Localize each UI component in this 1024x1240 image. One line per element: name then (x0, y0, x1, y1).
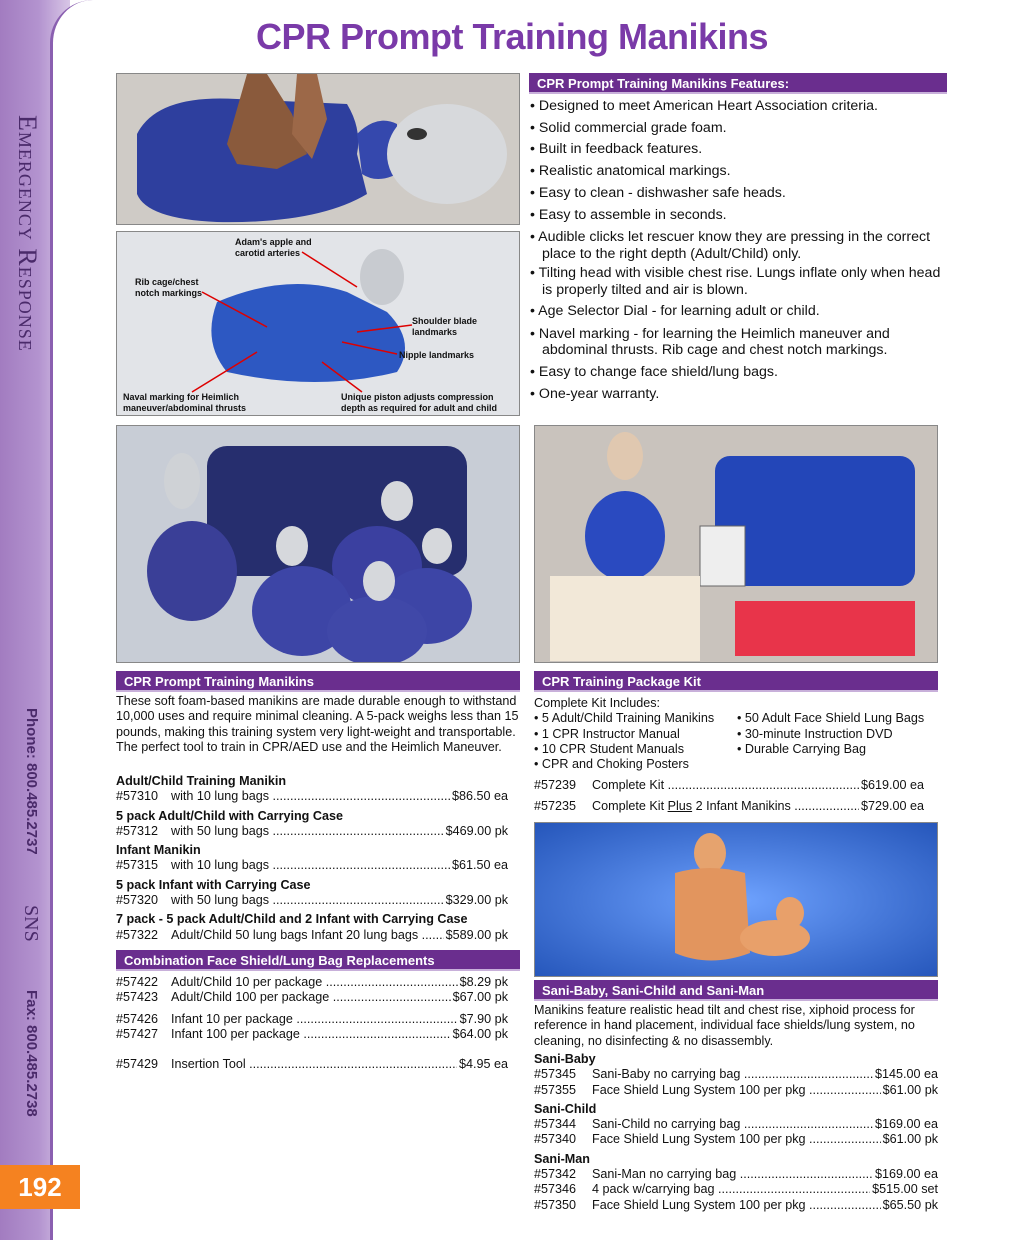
label-naval: Naval marking for Heimlich maneuver/abdominal thrusts (123, 392, 247, 413)
price-row: #57355 Face Shield Lung System 100 per pkg ..... $61.00 pk (534, 1083, 938, 1098)
feature-item: • Realistic anatomical markings. (530, 163, 731, 180)
product-name: 5 pack Infant with Carrying Case (116, 877, 311, 892)
photo-training-kit-illustration (535, 426, 938, 663)
product-name: 7 pack - 5 pack Adult/Child and 2 Infant with Carrying Case (116, 912, 468, 927)
brand-logo: SNS (20, 905, 42, 942)
manikins-intro: These soft foam-based manikins are made durable enough to withstand 10,000 uses and require minimal cleaning. A 5-pack weighs less than 15 pounds, making this training system very light-weight and transportable. The perfect tool to train in CPR/AED use and the Heimlich Maneuver. (116, 694, 519, 754)
page-title: CPR Prompt Training Manikins (255, 16, 769, 57)
section-label: Emergency Response (13, 115, 42, 352)
product-name: Sani-Baby (534, 1052, 596, 1066)
fax-number: Fax: 800.485.2738 (23, 990, 40, 1117)
price-row: #57346 4 pack w/carrying bag ..... $515.00 set (534, 1182, 938, 1197)
kit-item: • 30-minute Instruction DVD (737, 726, 893, 741)
manikins-heading: CPR Prompt Training Manikins (116, 671, 520, 692)
product-name: Sani-Child (534, 1101, 597, 1116)
kit-item: • 10 CPR Student Manuals (534, 741, 685, 756)
photo-sani-manikins-illustration (535, 823, 938, 977)
label-rib-cage: Rib cage/chest notch markings (135, 277, 203, 298)
product-name: Sani-Man (534, 1151, 590, 1166)
feature-item: • Easy to change face shield/lung bags. (530, 363, 778, 380)
sidebar-curve (50, 0, 93, 1240)
price-row: #57340 Face Shield Lung System 100 per pkg ..... $61.00 pk (534, 1132, 938, 1147)
label-shoulder: Shoulder blade landmarks (412, 316, 478, 337)
anatomy-diagram (116, 231, 520, 416)
price-row: #57312 with 50 lung bags ..... $469.00 pk (116, 824, 508, 839)
feature-item: • Easy to clean - dishwasher safe heads. (530, 184, 786, 201)
feature-item: • Navel marking - for learning the Heimlich maneuver and abdominal thrusts. Rib cage and chest notch markings. (530, 325, 890, 359)
kit-item: • 50 Adult Face Shield Lung Bags (737, 711, 925, 726)
kit-item: • 5 Adult/Child Training Manikins (534, 711, 715, 726)
manikins-pricing (116, 774, 508, 943)
price-row: #57235 Complete Kit Plus 2 Infant Manikins ..... $729.00 ea (534, 799, 924, 814)
page-number: 192 (0, 1165, 80, 1209)
price-row: #57423 Adult/Child 100 per package ..... $67.00 pk (116, 990, 508, 1005)
kit-includes-label: Complete Kit Includes: (534, 696, 660, 710)
price-row: #57322 Adult/Child 50 lung bags Infant 20 lung bags ..... $589.00 pk (116, 928, 508, 943)
price-row: #57345 Sani-Baby no carrying bag ..... $145.00 ea (534, 1067, 938, 1082)
photo-sani-manikins (534, 822, 938, 977)
price-row: #57320 with 50 lung bags ..... $329.00 pk (116, 893, 508, 908)
label-piston: Unique piston adjusts compression depth as required for adult and child (341, 392, 498, 413)
price-row: #57429 Insertion Tool ..... $4.95 ea (116, 1057, 508, 1072)
feature-item: • Age Selector Dial - for learning adult or child. (530, 303, 820, 320)
feature-item: • Easy to assemble in seconds. (530, 206, 727, 223)
kit-heading: CPR Training Package Kit (534, 671, 938, 692)
features-heading: CPR Prompt Training Manikins Features: (529, 73, 947, 94)
kit-item: • 1 CPR Instructor Manual (534, 726, 680, 741)
features-list (530, 96, 950, 405)
feature-item: • Solid commercial grade foam. (530, 119, 727, 136)
phone-number: Phone: 800.485.2737 (23, 708, 40, 855)
product-name: 5 pack Adult/Child with Carrying Case (116, 808, 343, 823)
photo-training-kit (534, 425, 938, 663)
label-nipple: Nipple landmarks (399, 350, 475, 360)
price-row: #57427 Infant 100 per package ..... $64.00 pk (116, 1027, 508, 1042)
price-row: #57310 with 10 lung bags ..... $86.50 ea (116, 789, 508, 804)
feature-item: • Audible clicks let rescuer know they are pressing in the correct place to the right depth (Adult/Child) only. (530, 229, 931, 262)
price-row: #57342 Sani-Man no carrying bag ..... $169.00 ea (534, 1167, 938, 1182)
price-row: #57239 Complete Kit ..... $619.00 ea (534, 778, 924, 793)
product-name: Infant Manikin (116, 843, 201, 858)
photo-manikin-pack-illustration (117, 426, 520, 663)
faceshield-pricing (116, 975, 508, 1072)
photo-manikin-pack (116, 425, 520, 663)
label-adams-apple: Adam's apple and carotid arteries (235, 237, 312, 258)
product-name: Adult/Child Training Manikin (116, 774, 287, 788)
faceshield-heading: Combination Face Shield/Lung Bag Replacements (116, 950, 520, 971)
sani-intro: Manikins feature realistic head tilt and chest rise, xiphoid process for reference in hand placement, individual face shields/lung system, no cleaning, no disinfecting & no disassembly. (534, 1003, 915, 1048)
price-row: #57426 Infant 10 per package ..... $7.90 pk (116, 1012, 508, 1027)
feature-item: • One-year warranty. (530, 385, 660, 402)
kit-includes (534, 696, 938, 772)
sani-heading: Sani-Baby, Sani-Child and Sani-Man (534, 980, 938, 1001)
price-row: #57315 with 10 lung bags ..... $61.50 ea (116, 858, 508, 873)
price-row: #57344 Sani-Child no carrying bag ..... $169.00 ea (534, 1117, 938, 1132)
price-row: #57350 Face Shield Lung System 100 per pkg ..... $65.50 pk (534, 1198, 938, 1213)
price-row: #57422 Adult/Child 10 per package ..... $8.29 pk (116, 975, 508, 990)
photo-hands-compression (116, 73, 520, 225)
kit-pricing (534, 778, 924, 815)
feature-item: • Designed to meet American Heart Association criteria. (530, 98, 879, 114)
sani-pricing (534, 1052, 938, 1213)
kit-item: • Durable Carrying Bag (737, 741, 867, 756)
feature-item: • Tilting head with visible chest rise. Lungs inflate only when head is properly tilted and air is blown. (530, 265, 941, 298)
kit-item: • CPR and Choking Posters (534, 757, 689, 772)
photo-hands-compression-illustration (117, 74, 520, 225)
feature-item: • Built in feedback features. (530, 141, 703, 158)
